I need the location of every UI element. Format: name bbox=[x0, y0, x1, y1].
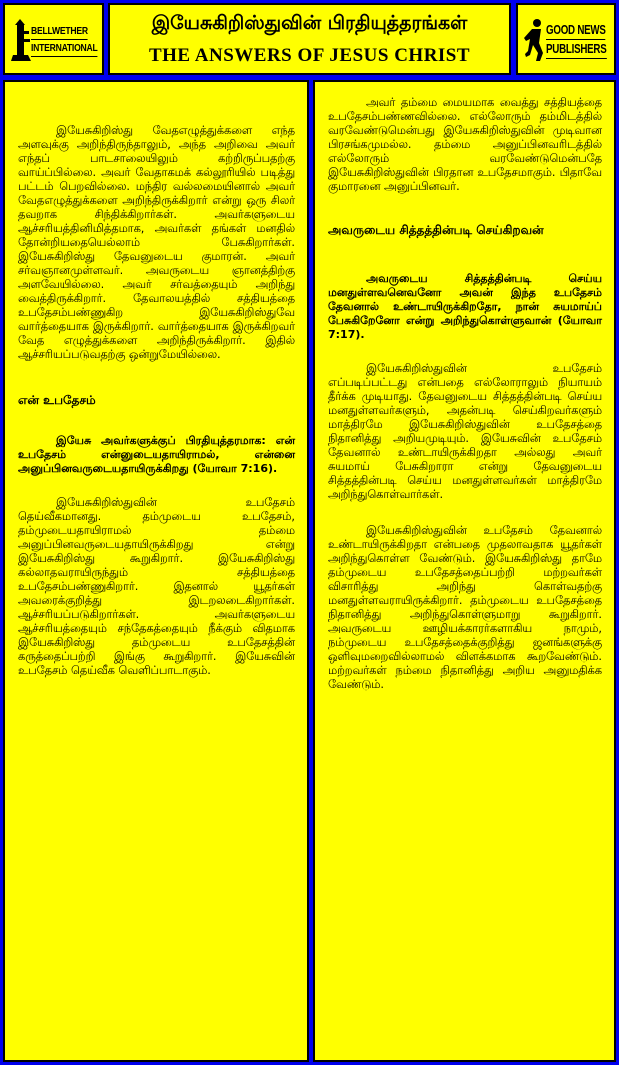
bellwether-logo bbox=[3, 3, 104, 75]
right-column bbox=[313, 80, 616, 1062]
left-heading: என் உபதேசம் bbox=[18, 393, 96, 407]
bellwether-sheep-icon bbox=[11, 17, 33, 63]
right-scripture-quote: அவருடைய சித்தத்தின்படி செய்ய மனதுள்ளவனெவனோ அவன் இந்த உபதேசம் தேவனால் உண்டாயிருக்கிறதோ, நான் சுயமாய்ப் பேசுகிறேனோ என்று அறிந்துகொள்ளுவான் (யோவா 7:17). bbox=[328, 272, 602, 341]
title-tamil: இயேசுகிறிஸ்துவின் பிரதியுத்தரங்கள் bbox=[151, 12, 468, 34]
logo-right-line1: GOOD NEWS bbox=[546, 21, 606, 40]
logo-right-line2: PUBLISHERS bbox=[546, 40, 607, 59]
right-paragraph-2: இயேசுகிறிஸ்துவின் உபதேசம் எப்படிப்பட்டது என்பதை எல்லோராலும் நியாயம் தீர்க்க முடியாது. தேவனுடைய சித்தத்தின்படி செய்ய மனதுள்ளவர்களும், அதன்படி செய்கிறவர்களும் மாத்திரமே இயேசுகிறிஸ்துவின் உபதேசத்தை நிதானித்து அறியமுடியும். இயேசுவின் உபதேசம் தேவனால் உண்டாயிருக்கிறதா அல்லது அவர் சுயமாய் பேசுகிறாரா என்று தேவனுடைய சித்தத்தின்படி செய்ய மனதுள்ளவர்கள் மாத்திரமே அறிந்துகொள்வார்கள். bbox=[328, 362, 602, 501]
left-column bbox=[3, 80, 309, 1062]
left-scripture-quote: இயேசு அவர்களுக்குப் பிரதியுத்தரமாக: என் உபதேசம் என்னுடையதாயிராமல், என்னை அனுப்பினவருடையதாயிருக்கிறது (யோவா 7:16). bbox=[18, 434, 295, 475]
left-paragraph-1: இயேசுகிறிஸ்து வேதஎழுத்துக்களை எந்த அளவுக்கு அறிந்திருந்தாலும், அந்த அறிவை அவர் எந்தப் பாடசாலையிலும் கற்றிருப்பதற்கு வாய்ப்பில்லை. அவர் வேதாகமக் கல்லூரியில் படித்து பட்டம் பெறவில்லை. மந்திர வல்லமையினால் அவர் வேதஎழுத்துக்களை அறிந்திருக்கிறார் என்று ஒரு சிலர் தவறாக சிந்திக்கிறார்கள். அவர்களுடைய ஆச்சரியத்தினிமித்தமாக, அவர்கள் தங்கள் மனதில் தோன்றியதையெல்லாம் பேசுகிறார்கள். இயேசுகிறிஸ்து தேவனுடைய குமாரன். அவர் சர்வஞானமுள்ளவர். அவருடைய ஞானத்திற்கு அளவேயில்லை. அவர் சர்வத்தையும் அறிந்து வைத்திருக்கிறார். தேவாலயத்தில் சத்தியத்தை உபதேசம்பண்ணுகிற இயேசுகிறிஸ்துவே வார்த்தையாக இருக்கிறார். வார்த்தையாக இருக்கிறவர் வேத எழுத்துக்களை அறிந்திருக்கிறார். இதில் ஆச்சரியப்படுவதற்கு ஒன்றுமேயில்லை. bbox=[18, 124, 295, 361]
logo-left-line2: INTERNATIONAL bbox=[31, 40, 97, 57]
good-news-logo bbox=[516, 3, 616, 75]
right-heading: அவருடைய சித்தத்தின்படி செய்கிறவன் bbox=[328, 223, 544, 237]
left-paragraph-2: இயேசுகிறிஸ்துவின் உபதேசம் தெய்வீகமானது. தம்முடைய உபதேசம், தம்முடையதாயிராமல் தம்மை அனுப்பினவருடையதாயிருக்கிறது என்று இயேசுகிறிஸ்து கூறுகிறார். இயேசுகிறிஸ்து கல்லாதவராயிருந்தும் சத்தியத்தை உபதேசம்பண்ணுகிறார். இதனால் யூதர்கள் அவரைக்குறித்து இடறலடைகிறார்கள். ஆச்சரியப்படுகிறார்கள். அவர்களுடைய ஆச்சரியத்தையும் சந்தேகத்தையும் நீக்கும் விதமாக இயேசுகிறிஸ்து தம்முடைய உபதேசத்தின் கருத்தைப்பற்றி இங்கு கூறுகிறார். இயேசுவின் உபதேசம் தெய்வீக வெளிப்பாடாகும். bbox=[18, 496, 295, 677]
right-paragraph-1: அவர் தம்மை மையமாக வைத்து சத்தியத்தை உபதேசம்பண்ணவில்லை. எல்லோரும் தம்மிடத்தில் வரவேண்டுமென்பது இயேசுகிறிஸ்துவின் முடிவான பிரசங்கமுமல்ல. தம்மை அனுப்பினவரிடத்தில் எல்லோரும் வரவேண்டுமென்பதே இயேசுகிறிஸ்துவின் பிரதான உபதேசமாகும். பிதாவே குமாரனை அனுப்பினவர். bbox=[328, 96, 602, 193]
right-paragraph-3: இயேசுகிறிஸ்துவின் உபதேசம் தேவனால் உண்டாயிருக்கிறதா என்பதை முதலாவதாக யூதர்கள் அறிந்துகொள்ள வேண்டும். இயேசுகிறிஸ்து தாமே தம்முடைய உபதேசத்தைப்பற்றி மற்றவர்கள் விசாரித்து அறிந்து கொள்வதற்கு மனதுள்ளவராயிருக்கிறார். தம்முடைய உபதேசத்தை நிதானித்து அறிந்துகொள்ளுமாறு கூறுகிறார். அவருடைய ஊழியக்காரர்களாகிய நாமும், நம்முடைய உபதேசத்தைக்குறித்து ஜனங்களுக்கு ஒளிவுமறைவில்லாமல் விளக்கமாக கூறவேண்டும். மற்றவர்கள் நம்மை நிதானித்து அறிய அனுமதிக்க வேண்டும். bbox=[328, 524, 602, 691]
title-english: THE ANSWERS OF JESUS CHRIST bbox=[148, 45, 471, 66]
title-banner bbox=[108, 3, 511, 75]
logo-left-line1: BELLWETHER bbox=[31, 23, 88, 40]
runner-icon bbox=[524, 17, 546, 63]
